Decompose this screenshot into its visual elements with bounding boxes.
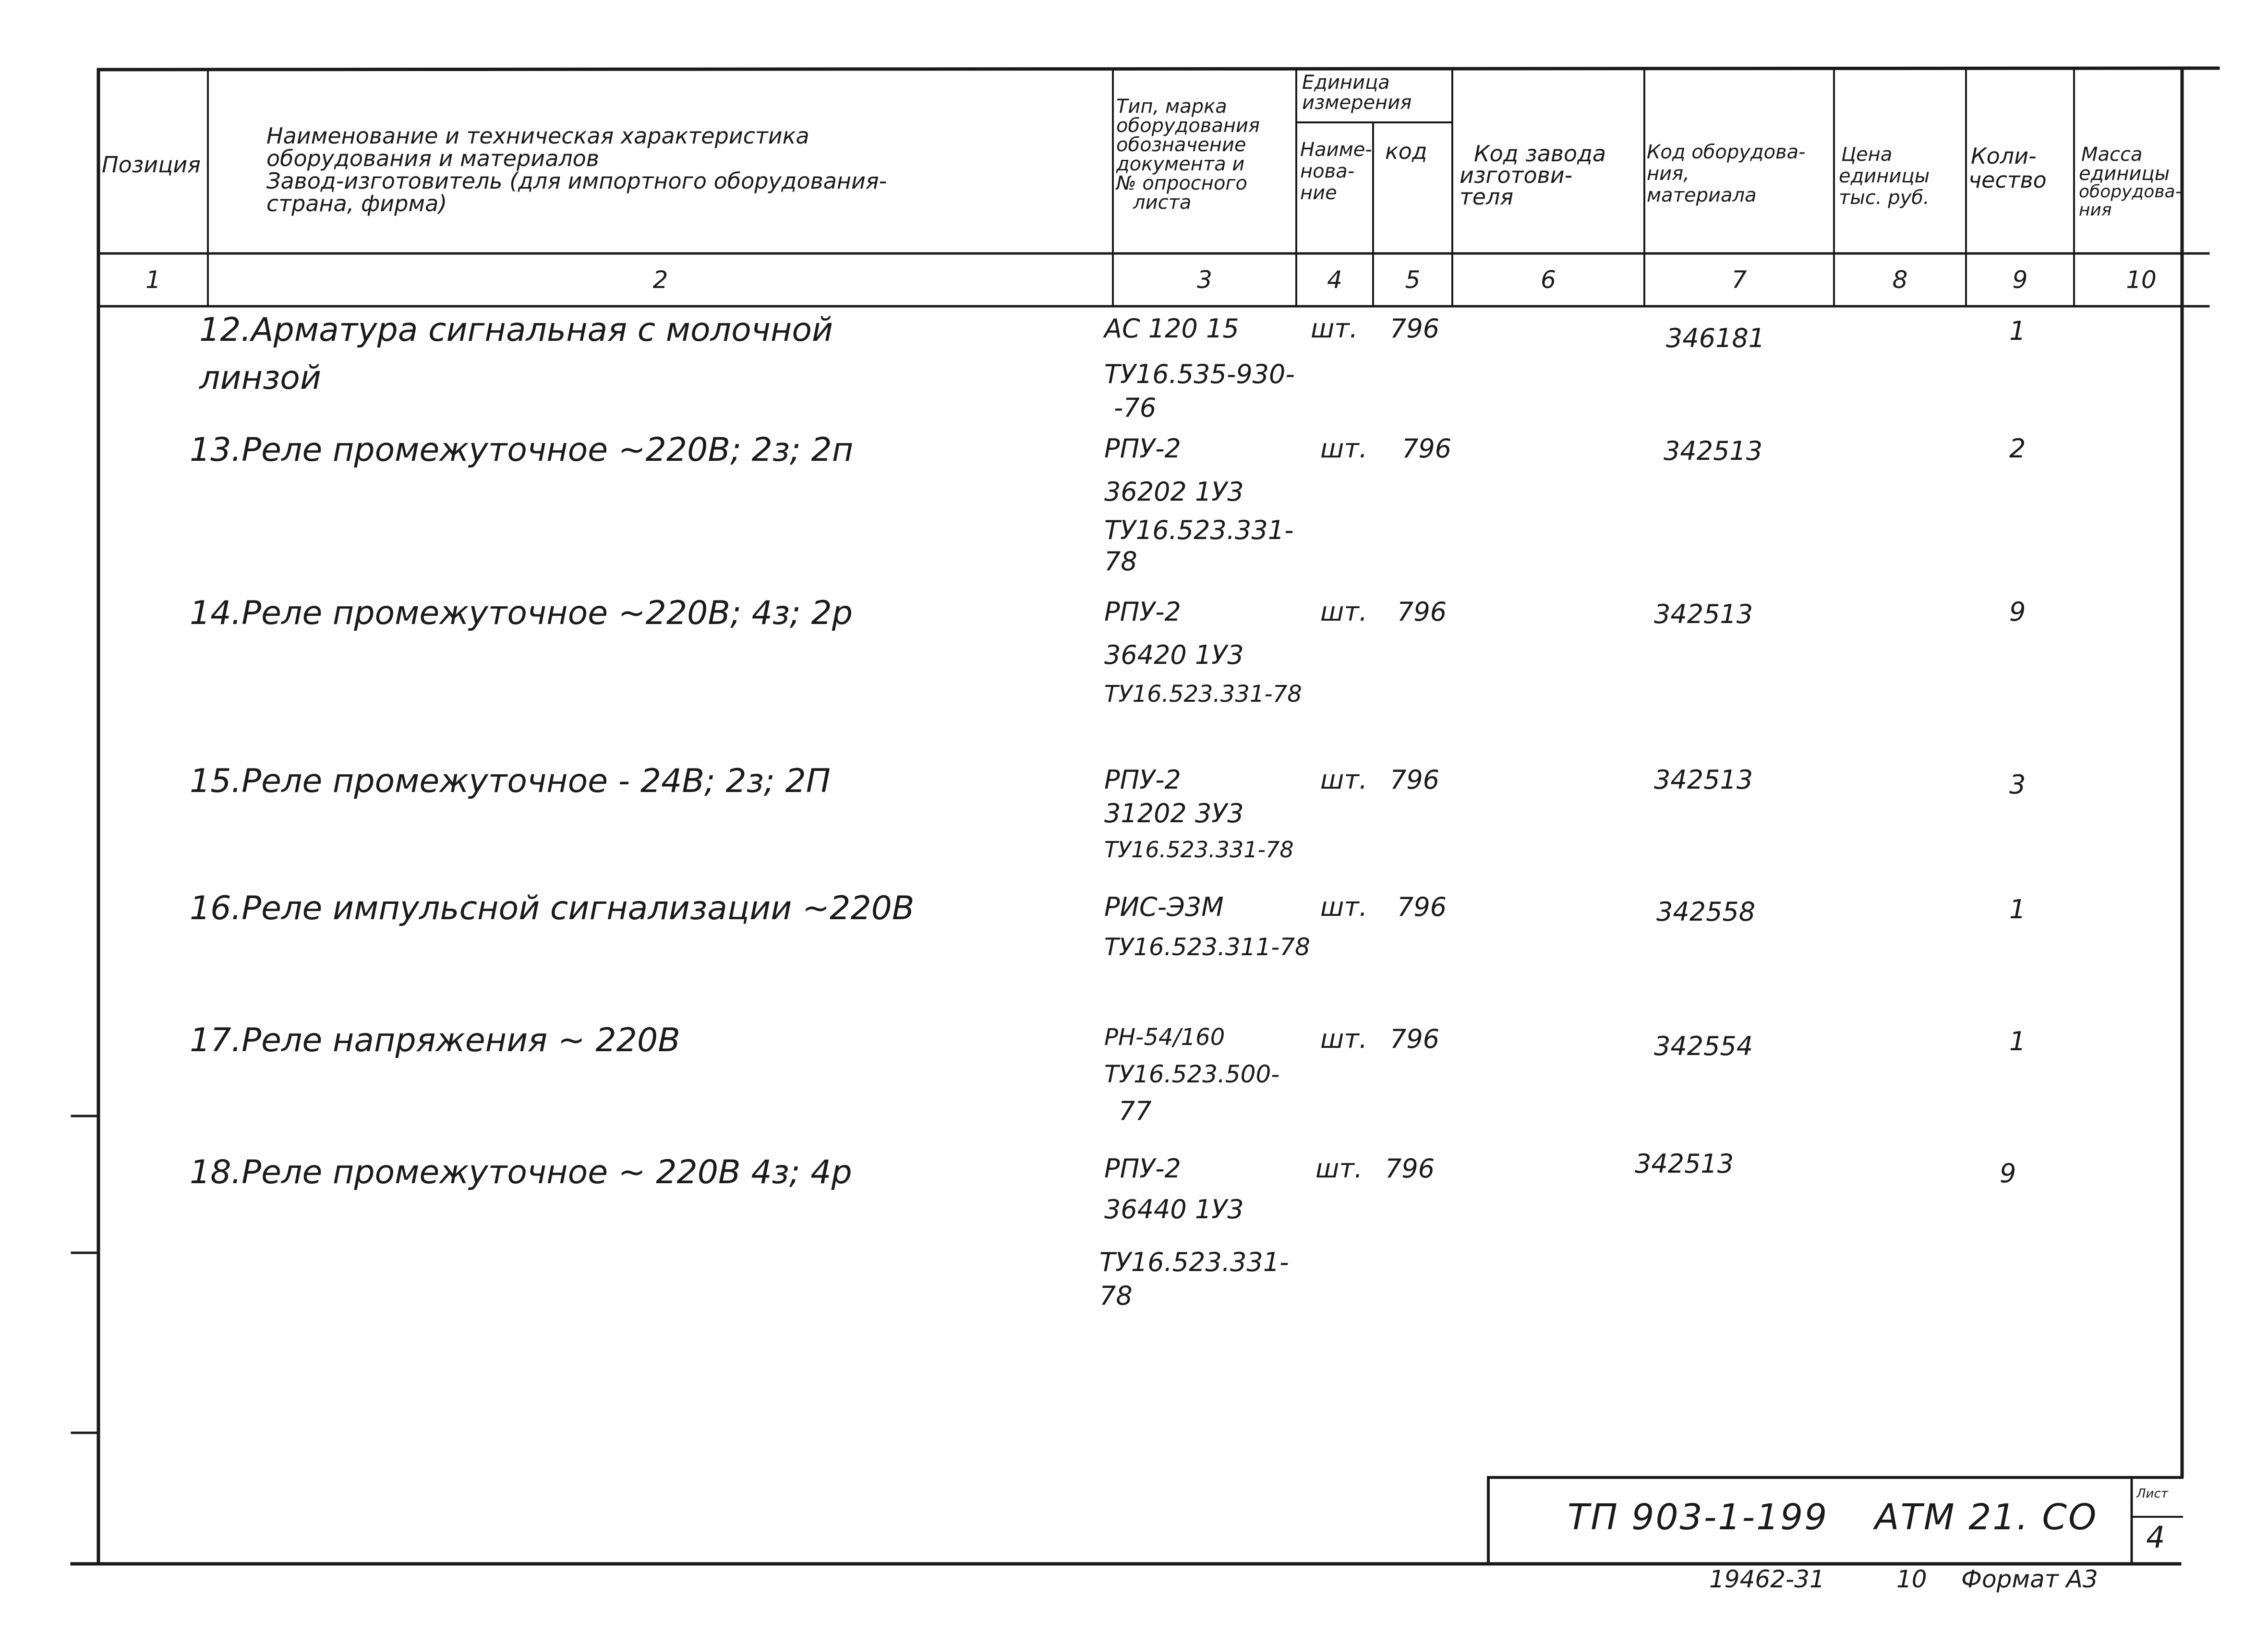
col-number-7: 7 bbox=[1731, 266, 1747, 294]
header-unit-name-line2: нова- bbox=[1300, 160, 1355, 182]
row-15-type-line2: 31202 3У3 bbox=[1104, 798, 1244, 828]
header-unit-name-line1: Наиме- bbox=[1300, 139, 1372, 161]
row-18-type-line2: 36440 1У3 bbox=[1104, 1194, 1244, 1224]
header-name-line3: Завод-изготовитель (для импортного оборудования- bbox=[266, 168, 887, 194]
row-13-name: 13.Реле промежуточное ~220В; 2з; 2п bbox=[190, 431, 854, 469]
row-17-qty: 1 bbox=[2009, 1026, 2026, 1056]
row-14-equip-code: 342513 bbox=[1654, 599, 1753, 629]
row-14-unit: шт. bbox=[1320, 597, 1368, 627]
footer-copy-number: 10 bbox=[1896, 1565, 1927, 1593]
footer-inventory-number: 19462-31 bbox=[1709, 1565, 1825, 1593]
sheet-number: 4 bbox=[2146, 1520, 2165, 1555]
row-12-name-line2: линзой bbox=[199, 359, 322, 397]
header-type-line5: № опросного bbox=[1116, 172, 1247, 194]
header-unit-line2: измерения bbox=[1302, 92, 1412, 114]
row-18-qty: 9 bbox=[2000, 1158, 2016, 1188]
header-type-line3: обозначение bbox=[1116, 134, 1246, 156]
row-13-code: 796 bbox=[1402, 433, 1452, 464]
row-15-type-line1: РПУ-2 bbox=[1104, 765, 1181, 795]
row-15-equip-code: 342513 bbox=[1654, 765, 1753, 795]
row-18-code: 796 bbox=[1385, 1153, 1435, 1184]
row-13-unit: шт. bbox=[1320, 433, 1368, 464]
header-factory-line3: теля bbox=[1460, 184, 1514, 210]
header-equip-code-line2: ния, bbox=[1647, 163, 1689, 185]
row-15-name: 15.Реле промежуточное - 24В; 2з; 2П bbox=[190, 762, 831, 800]
col-number-3: 3 bbox=[1197, 266, 1212, 294]
row-16-type-line1: РИС-Э3М bbox=[1104, 892, 1224, 922]
row-14-type-line3: ТУ16.523.331-78 bbox=[1104, 681, 1302, 708]
header-mass-line1: Масса bbox=[2081, 144, 2143, 166]
row-18-type-line4: 78 bbox=[1099, 1281, 1133, 1311]
col-number-6: 6 bbox=[1541, 266, 1556, 294]
row-17-code: 796 bbox=[1390, 1024, 1440, 1054]
header-qty-line1: Коли- bbox=[1971, 143, 2037, 169]
row-17-type-line2: ТУ16.523.500- bbox=[1104, 1060, 1280, 1088]
col-number-8: 8 bbox=[1892, 266, 1908, 294]
row-16-qty: 1 bbox=[2009, 894, 2026, 924]
row-18-name: 18.Реле промежуточное ~ 220В 4з; 4р bbox=[190, 1153, 852, 1191]
row-13-type-line4: 78 bbox=[1104, 546, 1137, 576]
header-equip-code-line3: материала bbox=[1647, 184, 1757, 206]
header-mass-line4: ния bbox=[2079, 200, 2112, 220]
row-16-type-line2: ТУ16.523.311-78 bbox=[1104, 933, 1310, 961]
row-17-type-line3: 77 bbox=[1119, 1096, 1152, 1126]
header-qty-line2: чество bbox=[1968, 167, 2047, 193]
header-name-line4: страна, фирма) bbox=[266, 191, 447, 216]
col-number-9: 9 bbox=[2012, 266, 2028, 294]
row-14-type-line2: 36420 1У3 bbox=[1104, 640, 1244, 670]
row-15-type-line3: ТУ16.523.331-78 bbox=[1104, 837, 1294, 863]
row-14-type-line1: РПУ-2 bbox=[1104, 597, 1181, 627]
row-16-equip-code: 342558 bbox=[1656, 897, 1756, 927]
row-16-code: 796 bbox=[1397, 892, 1447, 922]
row-16-unit: шт. bbox=[1320, 892, 1368, 922]
row-12-type-line3: -76 bbox=[1114, 393, 1157, 423]
row-13-qty: 2 bbox=[2009, 433, 2026, 464]
header-price-line3: тыс. руб. bbox=[1839, 187, 1930, 209]
header-unit-line1: Единица bbox=[1302, 72, 1390, 94]
row-17-type-line1: РН-54/160 bbox=[1104, 1024, 1225, 1051]
header-type-line1: Тип, марка bbox=[1116, 96, 1227, 118]
header-name-line2: оборудования и материалов bbox=[266, 145, 600, 171]
row-12-type-line2: ТУ16.535-930- bbox=[1104, 359, 1295, 389]
row-18-type-line1: РПУ-2 bbox=[1104, 1153, 1181, 1184]
footer-format: Формат А3 bbox=[1961, 1565, 2098, 1593]
header-type-line2: оборудования bbox=[1116, 115, 1260, 137]
row-18-unit: шт. bbox=[1315, 1153, 1363, 1184]
row-17-name: 17.Реле напряжения ~ 220В bbox=[190, 1021, 680, 1059]
header-mass-line2: единицы bbox=[2079, 163, 2170, 185]
col-number-2: 2 bbox=[652, 266, 668, 294]
row-13-type-line3: ТУ16.523.331- bbox=[1104, 515, 1294, 545]
row-12-code: 796 bbox=[1390, 313, 1440, 344]
header-unit-name-line3: ние bbox=[1300, 182, 1337, 204]
col-number-4: 4 bbox=[1327, 266, 1342, 294]
row-13-type-line2: 36202 1У3 bbox=[1104, 477, 1244, 507]
header-factory-line2: изготови- bbox=[1460, 162, 1573, 188]
row-12-unit: шт. bbox=[1311, 313, 1358, 344]
header-factory-line1: Код завода bbox=[1474, 141, 1606, 167]
row-13-equip-code: 342513 bbox=[1664, 436, 1763, 466]
header-position: Позиция bbox=[102, 152, 201, 178]
row-16-name: 16.Реле импульсной сигнализации ~220В bbox=[190, 889, 915, 927]
row-15-qty: 3 bbox=[2009, 769, 2026, 800]
header-price-line1: Цена bbox=[1841, 144, 1893, 166]
doc-code: ТП 903-1-199 bbox=[1568, 1497, 1829, 1538]
row-15-code: 796 bbox=[1390, 765, 1440, 795]
row-14-qty: 9 bbox=[2009, 597, 2026, 627]
header-type-line4: документа и bbox=[1116, 153, 1245, 175]
row-14-name: 14.Реле промежуточное ~220В; 4з; 2р bbox=[190, 594, 853, 632]
header-equip-code-line1: Код оборудова- bbox=[1647, 141, 1806, 163]
row-18-equip-code: 342513 bbox=[1635, 1149, 1734, 1179]
row-18-type-line3: ТУ16.523.331- bbox=[1099, 1247, 1289, 1277]
row-17-unit: шт. bbox=[1320, 1024, 1368, 1054]
header-price-line2: единицы bbox=[1839, 165, 1930, 187]
header-unit-code: код bbox=[1385, 138, 1427, 164]
row-12-name-line1: 12.Арматура сигнальная с молочной bbox=[199, 311, 833, 349]
row-14-code: 796 bbox=[1397, 597, 1447, 627]
row-12-qty: 1 bbox=[2009, 316, 2026, 346]
row-12-type-line1: АС 120 15 bbox=[1104, 313, 1239, 344]
col-number-1: 1 bbox=[145, 266, 161, 294]
header-mass-line3: оборудова- bbox=[2079, 182, 2182, 202]
doc-mark: АТМ 21. СО bbox=[1875, 1497, 2098, 1538]
header-name-line1: Наименование и техническая характеристика bbox=[266, 123, 809, 149]
header-type-line6: листа bbox=[1133, 192, 1192, 214]
row-13-type-line1: РПУ-2 bbox=[1104, 433, 1181, 464]
row-17-equip-code: 342554 bbox=[1654, 1031, 1753, 1061]
row-12-equip-code: 346181 bbox=[1666, 323, 1765, 353]
sheet-label: Лист bbox=[2136, 1487, 2168, 1501]
col-number-5: 5 bbox=[1405, 266, 1421, 294]
row-15-unit: шт. bbox=[1320, 765, 1368, 795]
col-number-10: 10 bbox=[2126, 266, 2157, 294]
